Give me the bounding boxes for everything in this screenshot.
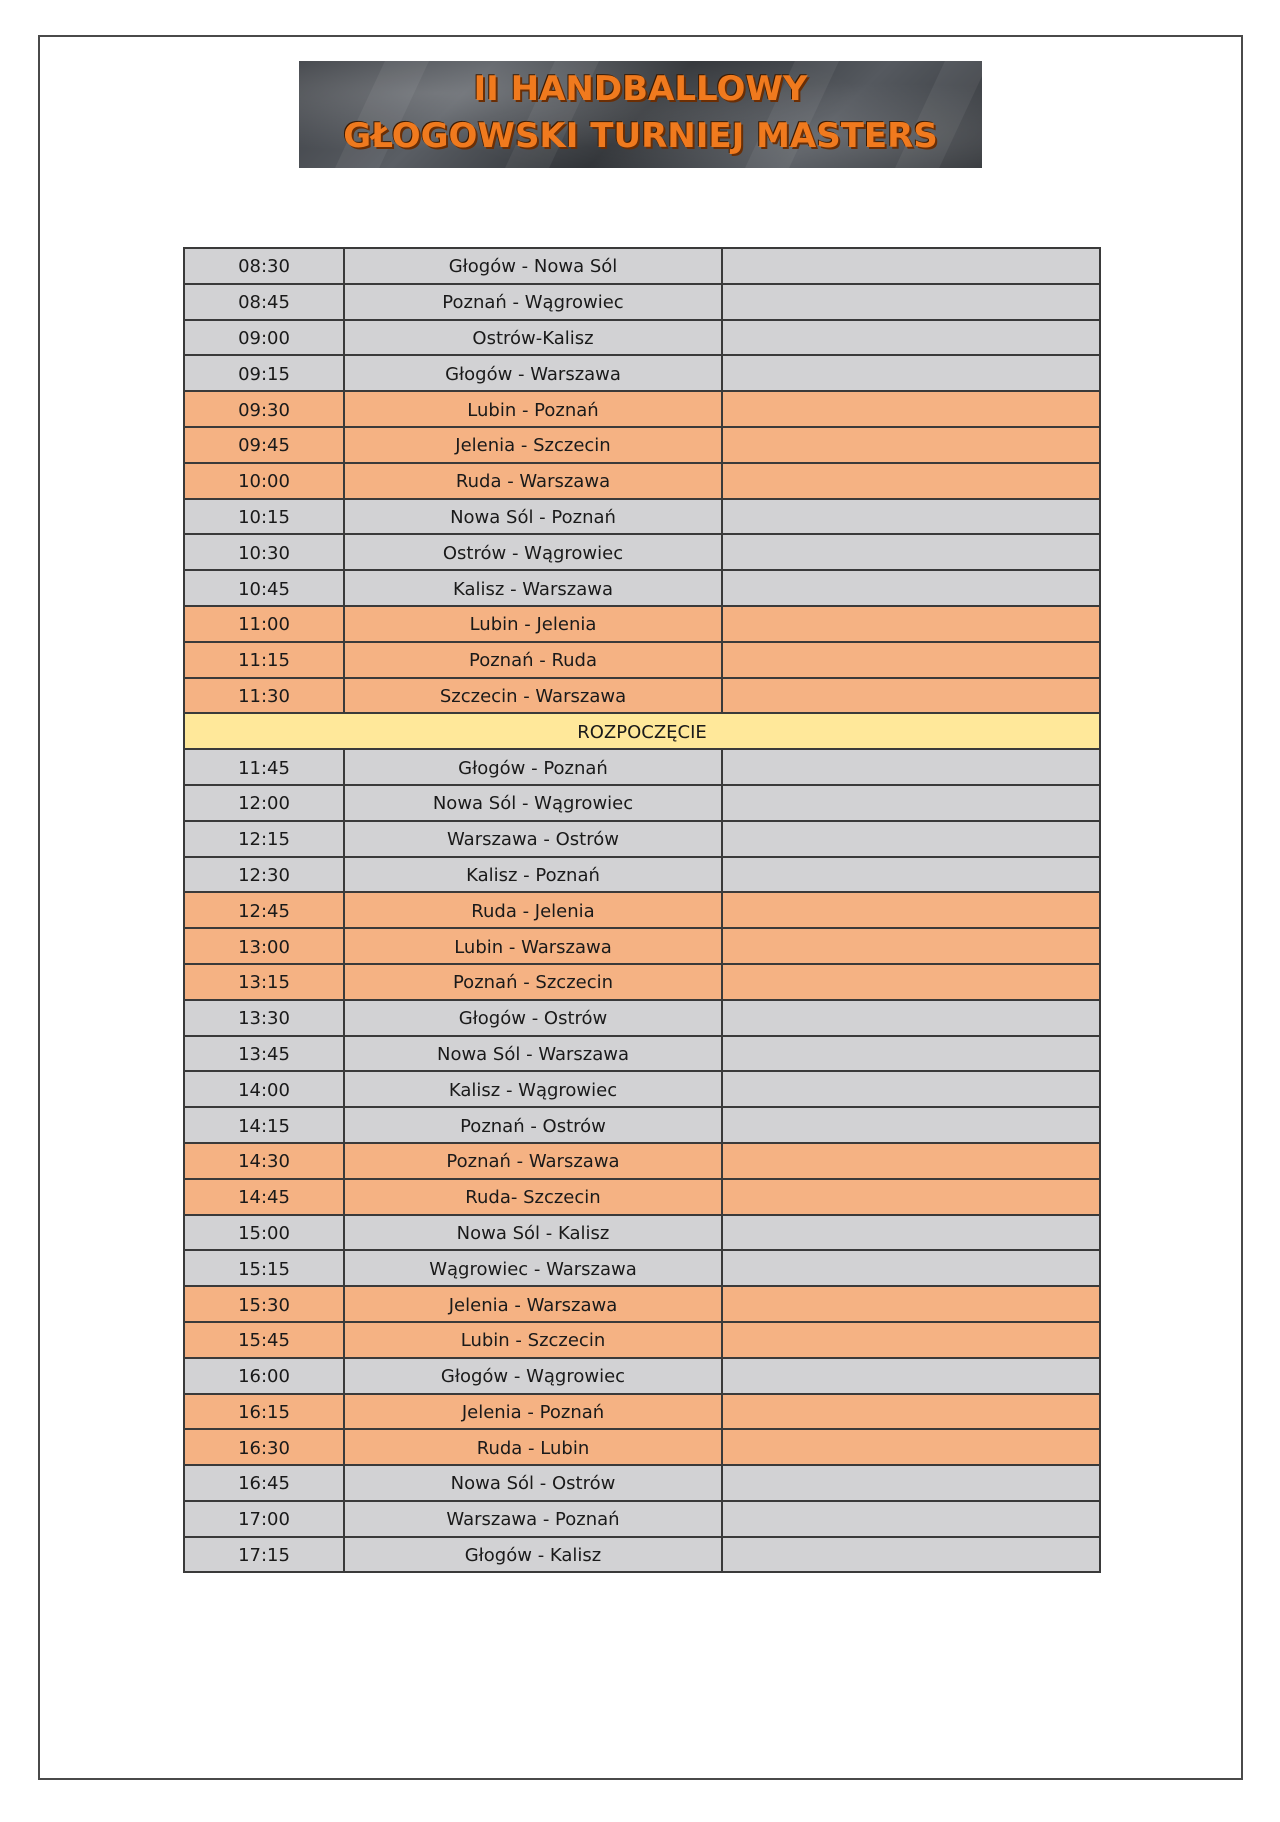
match-row xyxy=(184,463,1100,499)
schedule-body xyxy=(184,248,1100,1572)
match-teams: Nowa Sól - Kalisz xyxy=(344,1215,722,1251)
match-result-cell xyxy=(722,1429,1100,1465)
match-result-cell xyxy=(722,1036,1100,1072)
match-row xyxy=(184,892,1100,928)
match-time: 16:30 xyxy=(184,1429,344,1465)
match-row xyxy=(184,570,1100,606)
match-teams: Lubin - Jelenia xyxy=(344,606,722,642)
match-row xyxy=(184,1537,1100,1573)
match-time: 12:15 xyxy=(184,821,344,857)
match-teams: Ruda - Lubin xyxy=(344,1429,722,1465)
match-row xyxy=(184,821,1100,857)
match-row xyxy=(184,678,1100,714)
match-result-cell xyxy=(722,355,1100,391)
match-result-cell xyxy=(722,642,1100,678)
match-teams: Lubin - Warszawa xyxy=(344,928,722,964)
match-result-cell xyxy=(722,1143,1100,1179)
match-time: 17:00 xyxy=(184,1501,344,1537)
match-time: 12:45 xyxy=(184,892,344,928)
match-teams: Głogów - Kalisz xyxy=(344,1537,722,1573)
match-time: 09:00 xyxy=(184,320,344,356)
match-result-cell xyxy=(722,499,1100,535)
match-result-cell xyxy=(722,463,1100,499)
match-result-cell xyxy=(722,892,1100,928)
match-time: 11:00 xyxy=(184,606,344,642)
match-result-cell xyxy=(722,1215,1100,1251)
match-teams: Kalisz - Wągrowiec xyxy=(344,1071,722,1107)
match-row xyxy=(184,1286,1100,1322)
match-row xyxy=(184,1501,1100,1537)
match-result-cell xyxy=(722,1465,1100,1501)
match-result-cell xyxy=(722,320,1100,356)
match-row xyxy=(184,1143,1100,1179)
match-result-cell xyxy=(722,427,1100,463)
match-teams: Ruda- Szczecin xyxy=(344,1179,722,1215)
match-row xyxy=(184,606,1100,642)
match-result-cell xyxy=(722,1286,1100,1322)
match-time: 10:30 xyxy=(184,534,344,570)
match-result-cell xyxy=(722,1107,1100,1143)
match-result-cell xyxy=(722,964,1100,1000)
match-time: 08:45 xyxy=(184,284,344,320)
match-result-cell xyxy=(722,391,1100,427)
match-teams: Jelenia - Szczecin xyxy=(344,427,722,463)
match-result-cell xyxy=(722,284,1100,320)
match-teams: Kalisz - Poznań xyxy=(344,857,722,893)
match-row xyxy=(184,1179,1100,1215)
match-result-cell xyxy=(722,1358,1100,1394)
match-result-cell xyxy=(722,248,1100,284)
match-result-cell xyxy=(722,1501,1100,1537)
match-row xyxy=(184,1429,1100,1465)
match-teams: Ruda - Jelenia xyxy=(344,892,722,928)
match-time: 16:15 xyxy=(184,1394,344,1430)
match-teams: Poznań - Szczecin xyxy=(344,964,722,1000)
match-time: 10:00 xyxy=(184,463,344,499)
match-row xyxy=(184,320,1100,356)
match-result-cell xyxy=(722,1322,1100,1358)
match-time: 09:15 xyxy=(184,355,344,391)
match-row xyxy=(184,1394,1100,1430)
match-row xyxy=(184,1036,1100,1072)
match-time: 17:15 xyxy=(184,1537,344,1573)
match-time: 15:15 xyxy=(184,1250,344,1286)
match-result-cell xyxy=(722,928,1100,964)
match-result-cell xyxy=(722,749,1100,785)
match-result-cell xyxy=(722,1179,1100,1215)
match-row xyxy=(184,1215,1100,1251)
match-teams: Nowa Sól - Poznań xyxy=(344,499,722,535)
match-teams: Jelenia - Poznań xyxy=(344,1394,722,1430)
match-teams: Nowa Sól - Wągrowiec xyxy=(344,785,722,821)
match-time: 14:45 xyxy=(184,1179,344,1215)
match-row xyxy=(184,785,1100,821)
match-teams: Warszawa - Ostrów xyxy=(344,821,722,857)
match-row xyxy=(184,642,1100,678)
match-row xyxy=(184,499,1100,535)
match-teams: Nowa Sól - Ostrów xyxy=(344,1465,722,1501)
match-row xyxy=(184,1107,1100,1143)
match-row xyxy=(184,534,1100,570)
match-result-cell xyxy=(722,785,1100,821)
match-teams: Ostrów-Kalisz xyxy=(344,320,722,356)
match-row xyxy=(184,1071,1100,1107)
match-result-cell xyxy=(722,857,1100,893)
match-time: 11:30 xyxy=(184,678,344,714)
match-teams: Lubin - Poznań xyxy=(344,391,722,427)
banner-title-line-1: II HANDBALLOWY xyxy=(473,69,808,109)
match-result-cell xyxy=(722,821,1100,857)
match-result-cell xyxy=(722,606,1100,642)
match-time: 16:00 xyxy=(184,1358,344,1394)
match-result-cell xyxy=(722,570,1100,606)
match-result-cell xyxy=(722,1000,1100,1036)
match-row xyxy=(184,749,1100,785)
match-time: 13:30 xyxy=(184,1000,344,1036)
match-time: 10:45 xyxy=(184,570,344,606)
match-time: 14:15 xyxy=(184,1107,344,1143)
match-teams: Poznań - Wągrowiec xyxy=(344,284,722,320)
match-time: 12:00 xyxy=(184,785,344,821)
match-teams: Głogów - Poznań xyxy=(344,749,722,785)
opening-ceremony-label: ROZPOCZĘCIE xyxy=(184,713,1100,749)
match-time: 15:00 xyxy=(184,1215,344,1251)
match-teams: Głogów - Ostrów xyxy=(344,1000,722,1036)
match-row xyxy=(184,1358,1100,1394)
match-teams: Poznań - Ruda xyxy=(344,642,722,678)
match-result-cell xyxy=(722,534,1100,570)
match-time: 13:45 xyxy=(184,1036,344,1072)
match-row xyxy=(184,857,1100,893)
match-time: 14:00 xyxy=(184,1071,344,1107)
match-time: 08:30 xyxy=(184,248,344,284)
match-result-cell xyxy=(722,1250,1100,1286)
match-schedule-table xyxy=(183,247,1101,1573)
opening-ceremony-row xyxy=(184,713,1100,749)
match-row xyxy=(184,964,1100,1000)
match-time: 09:30 xyxy=(184,391,344,427)
match-time: 10:15 xyxy=(184,499,344,535)
match-result-cell xyxy=(722,1071,1100,1107)
match-result-cell xyxy=(722,678,1100,714)
match-row xyxy=(184,1000,1100,1036)
match-teams: Jelenia - Warszawa xyxy=(344,1286,722,1322)
match-row xyxy=(184,248,1100,284)
match-teams: Głogów - Nowa Sól xyxy=(344,248,722,284)
match-row xyxy=(184,928,1100,964)
match-teams: Głogów - Wągrowiec xyxy=(344,1358,722,1394)
match-time: 15:45 xyxy=(184,1322,344,1358)
match-teams: Warszawa - Poznań xyxy=(344,1501,722,1537)
match-teams: Szczecin - Warszawa xyxy=(344,678,722,714)
match-teams: Głogów - Warszawa xyxy=(344,355,722,391)
match-row xyxy=(184,284,1100,320)
match-row xyxy=(184,1250,1100,1286)
match-row xyxy=(184,427,1100,463)
match-time: 16:45 xyxy=(184,1465,344,1501)
match-result-cell xyxy=(722,1537,1100,1573)
match-time: 11:15 xyxy=(184,642,344,678)
match-teams: Poznań - Ostrów xyxy=(344,1107,722,1143)
match-row xyxy=(184,1322,1100,1358)
match-time: 15:30 xyxy=(184,1286,344,1322)
match-row xyxy=(184,355,1100,391)
match-row xyxy=(184,391,1100,427)
match-teams: Poznań - Warszawa xyxy=(344,1143,722,1179)
match-time: 13:15 xyxy=(184,964,344,1000)
tournament-banner xyxy=(299,61,982,168)
match-teams: Nowa Sól - Warszawa xyxy=(344,1036,722,1072)
match-time: 11:45 xyxy=(184,749,344,785)
match-time: 09:45 xyxy=(184,427,344,463)
match-time: 14:30 xyxy=(184,1143,344,1179)
match-row xyxy=(184,1465,1100,1501)
match-teams: Kalisz - Warszawa xyxy=(344,570,722,606)
match-teams: Wągrowiec - Warszawa xyxy=(344,1250,722,1286)
match-teams: Lubin - Szczecin xyxy=(344,1322,722,1358)
banner-title-line-2: GŁOGOWSKI TURNIEJ MASTERS xyxy=(343,116,938,156)
match-teams: Ostrów - Wągrowiec xyxy=(344,534,722,570)
match-teams: Ruda - Warszawa xyxy=(344,463,722,499)
match-time: 13:00 xyxy=(184,928,344,964)
match-time: 12:30 xyxy=(184,857,344,893)
match-result-cell xyxy=(722,1394,1100,1430)
